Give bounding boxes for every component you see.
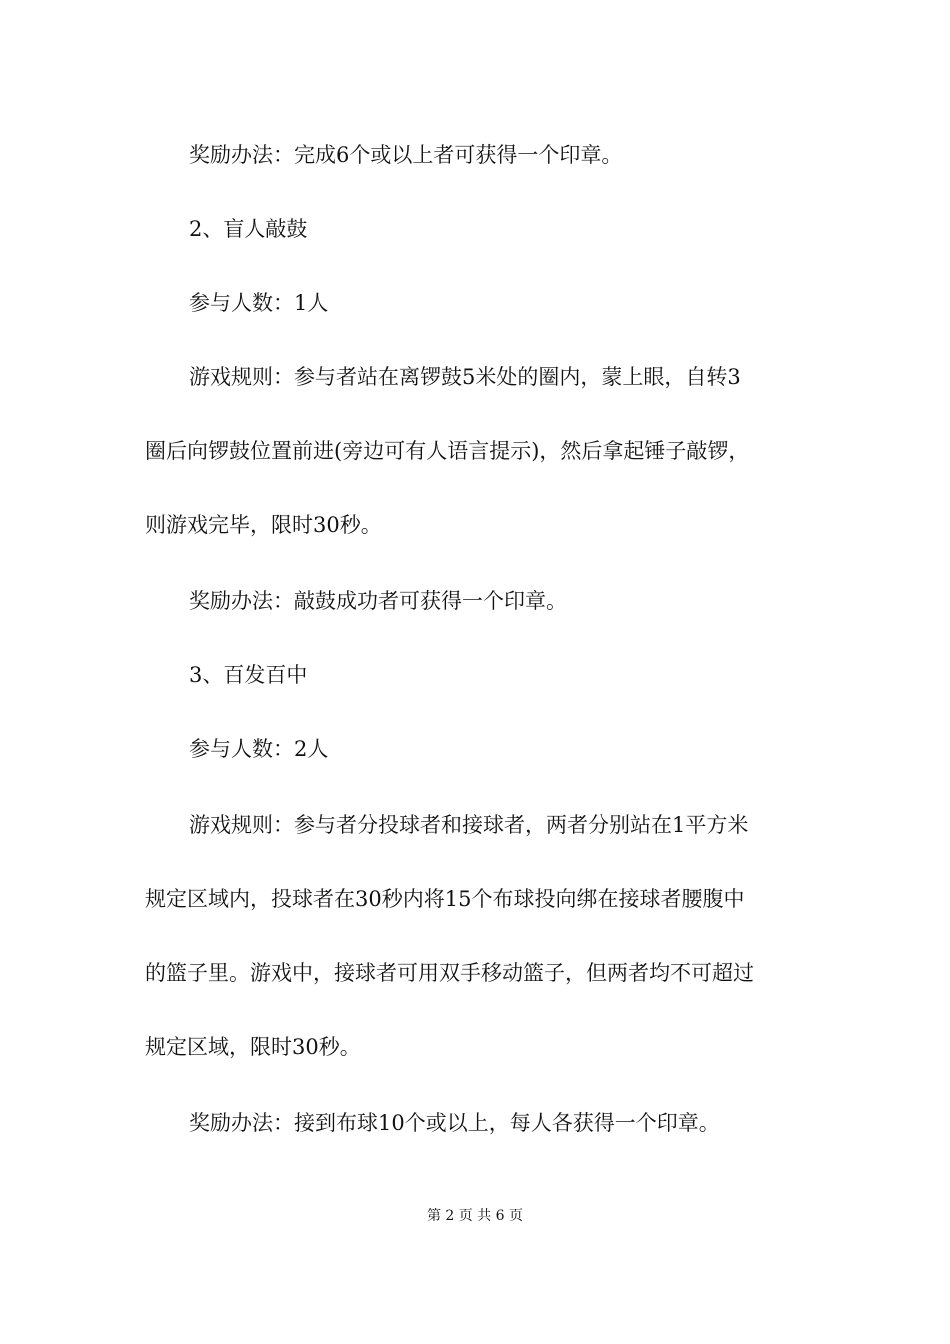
game-3-participants: 参与人数：2人 — [189, 737, 329, 761]
game-3-rule-line-1: 游戏规则：参与者分投球者和接球者，两者分别站在1平方米 — [189, 813, 749, 837]
game-2-rule-line-1: 游戏规则：参与者站在离锣鼓5米处的圈内，蒙上眼，自转3 — [189, 365, 741, 389]
game-3-rule-line-4: 规定区域，限时30秒。 — [145, 1035, 361, 1059]
game-3-reward: 奖励办法：接到布球10个或以上，每人各获得一个印章。 — [189, 1111, 720, 1135]
game-2-rule-line-3: 则游戏完毕，限时30秒。 — [145, 513, 382, 537]
game-2-title: 2、盲人敲鼓 — [189, 217, 308, 241]
game-2-participants: 参与人数：1人 — [189, 291, 329, 315]
game-3-title: 3、百发百中 — [189, 663, 308, 687]
reward-paragraph-1: 奖励办法：完成6个或以上者可获得一个印章。 — [189, 143, 623, 167]
game-2-rule-line-2: 圈后向锣鼓位置前进(旁边可有人语言提示)，然后拿起锤子敲锣， — [145, 439, 750, 463]
game-2-reward: 奖励办法：敲鼓成功者可获得一个印章。 — [189, 589, 567, 613]
game-3-rule-line-2: 规定区域内，投球者在30秒内将15个布球投向绑在接球者腰腹中 — [145, 887, 745, 911]
game-3-rule-line-3: 的篮子里。游戏中，接球者可用双手移动篮子，但两者均不可超过 — [145, 961, 754, 985]
page-number-footer: 第 2 页 共 6 页 — [426, 1208, 524, 1224]
